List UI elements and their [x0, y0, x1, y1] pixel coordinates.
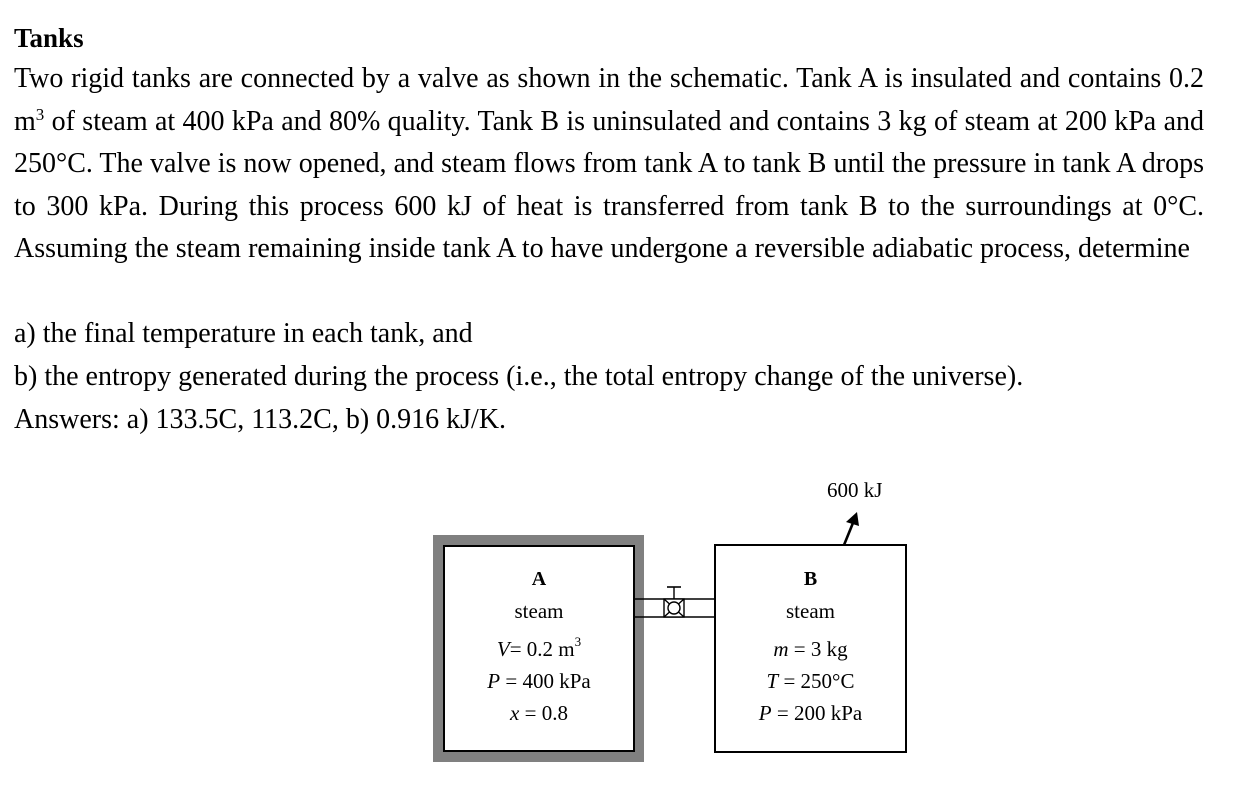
temperature-symbol: T — [766, 669, 779, 693]
temperature-value: = 250°C — [778, 669, 855, 693]
tank-a-text — [443, 563, 635, 729]
volume-superscript: 3 — [574, 634, 582, 649]
superscript-3: 3 — [35, 104, 45, 124]
tank-a-quality — [443, 697, 635, 729]
heat-transfer-label: 600 kJ — [827, 478, 883, 502]
answers-line: Answers: a) 133.5C, 113.2C, b) 0.916 kJ/K. — [14, 404, 507, 435]
tank-b-pressure — [714, 697, 907, 729]
statement-text-2: of steam at 400 kPa and 80% quality. Tank B is uninsulated and contains 3 kg of steam at 200 kPa and 250°C. The valve is now opened, and steam flows from tank A to tank B until the pressure in tank A drops to 300 kPa. During this process 600 kJ of heat is transferred from tank B to the surroundings at 0°C. Assuming the steam remaining inside tank A to have undergone a reversible adiabatic process, determine — [14, 105, 1204, 264]
tank-a-volume — [443, 633, 635, 665]
problem-title: Tanks — [14, 23, 84, 53]
pressure-symbol-b: P — [758, 701, 772, 725]
tank-b-fluid: steam — [786, 599, 835, 623]
quality-symbol: x — [510, 701, 520, 725]
part-a-question: a) the final temperature in each tank, and — [14, 318, 473, 349]
quality-value: = 0.8 — [519, 701, 568, 725]
tank-a-label: A — [531, 568, 547, 590]
part-b-question: b) the entropy generated during the process (i.e., the total entropy change of the universe). — [14, 361, 1024, 392]
mass-symbol: m — [773, 637, 789, 661]
pressure-value-b: = 200 kPa — [771, 701, 863, 725]
volume-symbol: V — [496, 637, 510, 661]
tank-a-pressure — [443, 665, 635, 697]
pressure-value-a: = 400 kPa — [500, 669, 591, 693]
tank-b-temperature — [714, 665, 907, 697]
mass-value: = 3 kg — [788, 637, 848, 661]
heat-arrow-icon — [844, 512, 859, 545]
pressure-symbol-a: P — [487, 669, 501, 693]
tank-a-fluid: steam — [514, 599, 564, 623]
valve-icon — [664, 587, 684, 617]
tank-b-label: B — [803, 568, 818, 590]
volume-value: = 0.2 m — [509, 637, 575, 661]
tank-b-text — [714, 563, 907, 729]
statement-text-1: Two rigid tanks are connected by a valve as shown in the schematic. Tank A is insulated and contains 0.2 m — [14, 63, 1204, 137]
tank-b-mass — [714, 633, 907, 665]
